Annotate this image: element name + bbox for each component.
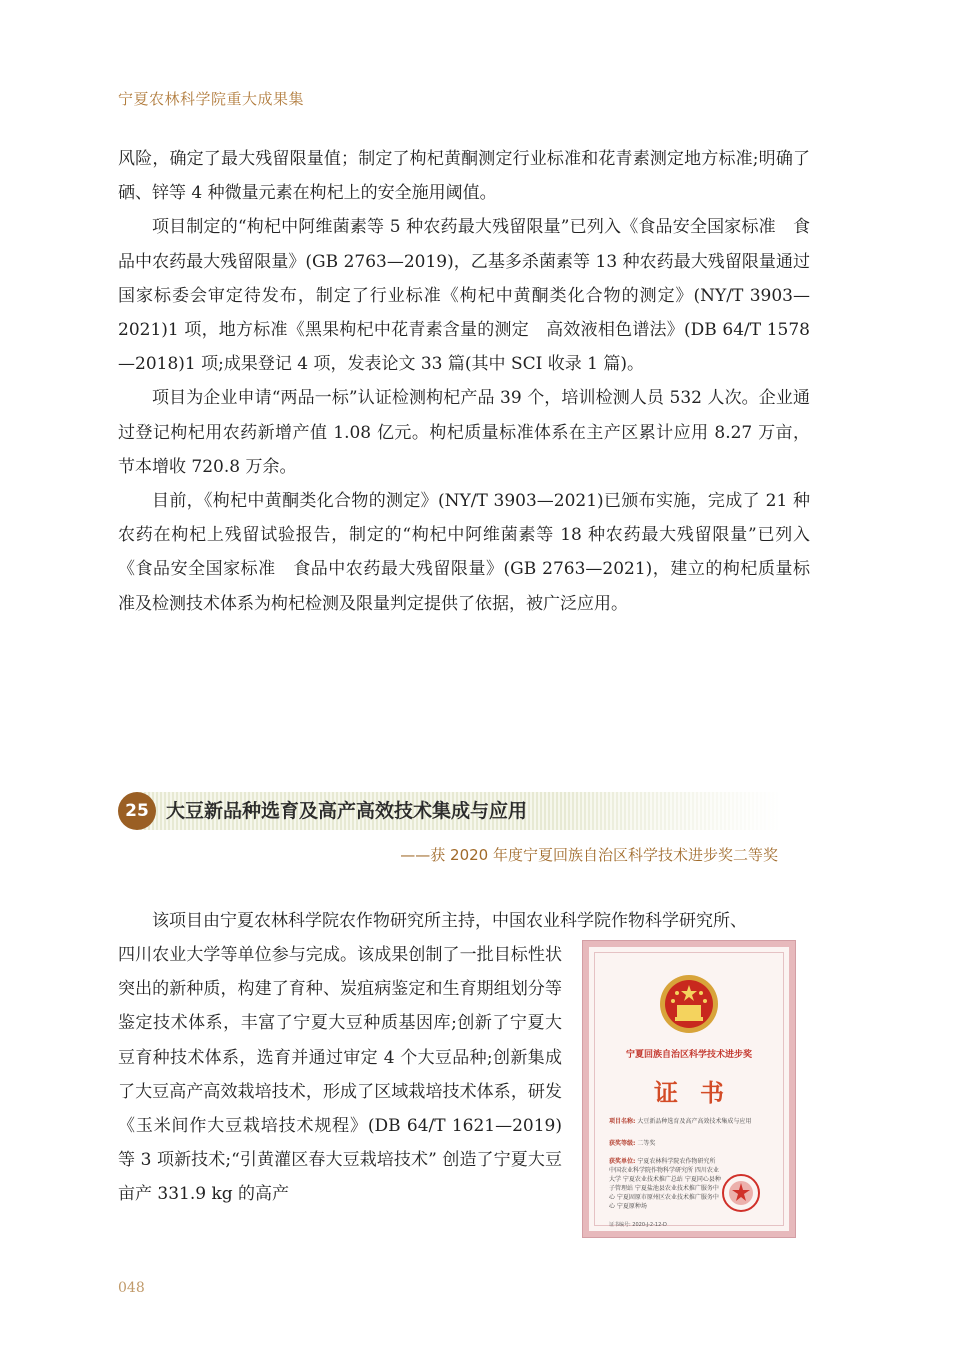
paragraph-4: 目前，《枸杞中黄酮类化合物的测定》(NY/T 3903—2021)已颁布实施，完成了 21 种农药在枸杞上残留试验报告，制定的“枸杞中阿维菌素等 18 种农药最大残留限量”已列入《食品安全国家标准 食品中农药最大残留限量》(GB 2763—2021)，建立的枸杞质量标准及检测技术体系为枸杞检测及限量判定提供了依据，被广泛应用。 [118,491,810,614]
paragraph-2: 项目制定的“枸杞中阿维菌素等 5 种农药最大残留限量”已列入《食品安全国家标准 食品中农药最大残留限量》(GB 2763—2019)，乙基多杀菌素等 13 种农药最大残留限量通过国家标委会审定待发布，制定了行业标准《枸杞中黄酮类化合物的测定》(NY/T 3903—2021)1 项，地方标准《黑果枸杞中花青素含量的测定 高效液相色谱法》(DB 64/T 1578—2018)1 项;成果登记 4 项，发表论文 33 篇(其中 SCI 收录 1 篇)。 [118,217,810,375]
certificate-title: 证书 [654,1078,746,1107]
certificate-unit-label: 获奖单位: [609,1158,636,1165]
running-header: 宁夏农林科学院重大成果集 [118,90,305,108]
certificate-level-field [609,1139,773,1148]
section-number-badge: 25 [118,792,156,830]
certificate-level-value: 二等奖 [637,1140,656,1147]
certificate-project-label: 项目名称: [609,1118,636,1125]
national-emblem-icon [658,973,720,1035]
certificate-project-value: 大豆新品种选育及高产高效技术集成与应用 [637,1118,752,1125]
body-text-top [118,142,810,621]
section-paragraph-line-1: 该项目由宁夏农林科学院农作物研究所主持，中国农业科学院作物科学研究所、 [152,911,747,931]
section-paragraph-wrapped [118,938,562,1212]
certificate-inner-border [594,952,784,1226]
section-title: 大豆新品种选育及高产高效技术集成与应用 [166,800,528,822]
certificate-unit-value: 宁夏农林科学院农作物研究所 中国农业科学院作物科学研究所 四川农业大学 宁夏农业技术推广总站 宁夏同心县种子管理站 宁夏盐池县农业技术推广服务中心 宁夏固原市原州区农业技术推广服务中心 宁夏原种场 [609,1158,721,1210]
paragraph-1: 风险，确定了最大残留限量值；制定了枸杞黄酮测定行业标准和花青素测定地方标准;明确了硒、锌等 4 种微量元素在枸杞上的安全施用阈值。 [118,149,810,204]
certificate-unit-field [609,1157,723,1211]
section-paragraph-full [118,904,810,938]
page-number: 048 [118,1280,145,1296]
paragraph-3: 项目为企业申请“两品一标”认证检测枸杞产品 39 个，培训检测人员 532 人次。企业通过登记枸杞用农药新增产值 1.08 亿元。枸杞质量标准体系在主产区累计应用 8.27 万亩，节本增收 720.8 万余。 [118,388,810,477]
section-paragraph-continuation: 四川农业大学等单位参与完成。该成果创制了一批目标性状突出的新种质，构建了育种、炭疽病鉴定和生育期组划分等鉴定技术体系，丰富了宁夏大豆种质基因库;创新了宁夏大豆育种技术体系，选育并通过审定 4 个大豆品种;创新集成了大豆高产高效栽培技术，形成了区域栽培技术体系，研发《玉米间作大豆栽培技术规程》(DB 64/T 1621—2019)等 3 项新技术;“引黄灌区春大豆栽培技术” 创造了宁夏大豆亩产 331.9 kg 的高产 [118,945,562,1205]
award-certificate-image [583,941,795,1237]
certificate-organization: 宁夏回族自治区科学技术进步奖 [625,1050,752,1060]
section-subtitle: ——获 2020 年度宁夏回族自治区科学技术进步奖二等奖 [400,846,778,864]
certificate-date: 证书编号: 2020-J-2-12-D [609,1222,667,1228]
red-seal-icon [721,1173,761,1213]
certificate-level-label: 获奖等级: [609,1140,636,1147]
certificate-project-field [609,1117,773,1126]
section-banner [118,792,782,830]
